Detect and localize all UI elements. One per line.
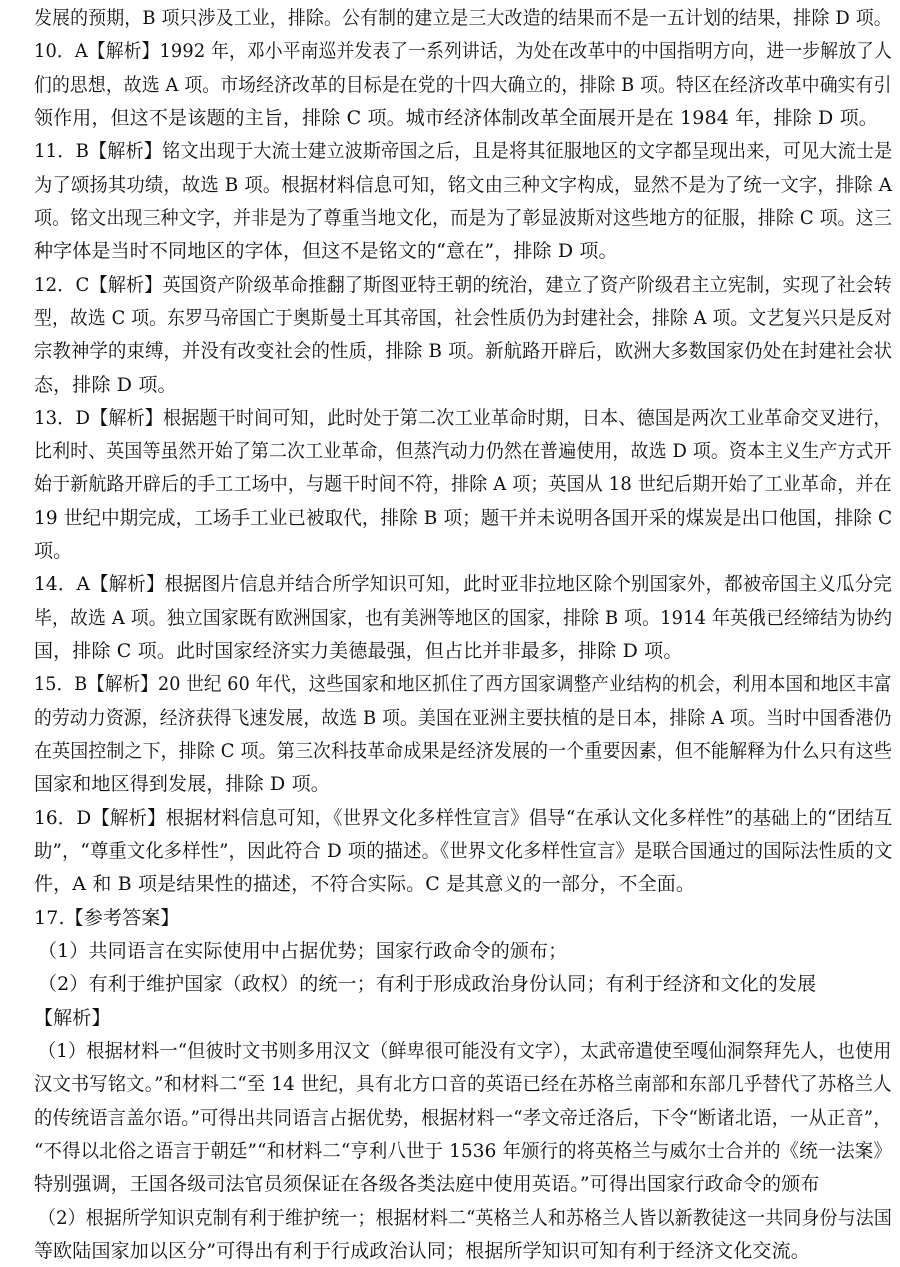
text-line: 始于新航路开辟后的手工工场中，与题干时间不符，排除 A 项；英国从 18 世纪后期开始了工业革命，并在 [34, 473, 892, 496]
text-line: 助”，“尊重文化多样性”，因此符合 D 项的描述。《世界文化多样性宣言》是联合国通过的国际法性质的文 [34, 840, 893, 862]
text-line: 14．A【解析】根据图片信息并结合所学知识可知，此时亚非拉地区除个别国家外，都被帝国主义瓜分完 [34, 573, 892, 596]
text-line: 12．C【解析】英国资产阶级革命推翻了斯图亚特王朝的统治，建立了资产阶级君主立宪制，实现了社会转 [34, 273, 892, 296]
text-line: “不得以北俗之语言于朝廷”“和材料二“亨利八世于 1536 年颁行的将英格兰与威尔士合并的《统一法案》 [34, 1139, 892, 1162]
text-line: 态，排除 D 项。 [34, 373, 177, 396]
text-line: 种字体是当时不同地区的字体，但这不是铭文的“意在”，排除 D 项。 [34, 240, 618, 263]
text-line: 在英国控制之下，排除 C 项。第三次科技革命成果是经济发展的一个重要因素，但不能解释为什么只有这些 [34, 740, 892, 763]
answer-line: （2）有利于维护国家（政权）的统一；有利于形成政治身份认同；有利于经济和文化的发展 [38, 973, 817, 996]
text-line: 10．A【解析】1992 年，邓小平南巡并发表了一系列讲话，为处在改革中的中国指明方向，进一步解放了人 [34, 40, 892, 63]
answer-line: （1）共同语言在实际使用中占据优势；国家行政命令的颁布； [38, 939, 568, 962]
section-heading: 17.【参考答案】 [34, 906, 180, 929]
analysis-heading: 【解析】 [34, 1006, 111, 1029]
text-line: 11．B【解析】铭文出现于大流士建立波斯帝国之后，且是将其征服地区的文字都呈现出来，可见大流士是 [34, 140, 893, 163]
text-line: （2）根据所学知识克制有利于维护统一；根据材料二“英格兰人和苏格兰人皆以新教徒这一共同身份与法国 [38, 1206, 893, 1229]
text-line: 为了颂扬其功绩，故选 B 项。根据材料信息可知，铭文由三种文字构成，显然不是为了统一文字，排除 A [34, 173, 893, 196]
text-line: 15．B【解析】20 世纪 60 年代，这些国家和地区抓住了西方国家调整产业结构的机会，利用本国和地区丰富 [34, 673, 892, 696]
text-line: 型，故选 C 项。东罗马帝国亡于奥斯曼土耳其帝国，社会性质仍为封建社会，排除 A 项。文艺复兴只是反对 [34, 306, 893, 329]
text-line: 的劳动力资源，经济获得飞速发展，故选 B 项。美国在亚洲主要扶植的是日本，排除 A 项。当时中国香港仍 [34, 706, 892, 729]
text-line: 国家和地区得到发展，排除 D 项。 [34, 773, 330, 796]
text-line: 们的思想，故选 A 项。市场经济改革的目标是在党的十四大确立的，排除 B 项。特区在经济改革中确实有引 [34, 73, 892, 96]
text-line: 领作用，但这不是该题的主旨，排除 C 项。城市经济体制改革全面展开是在 1984 年，排除 D 项。 [34, 106, 878, 129]
text-line: 宗教神学的束缚，并没有改变社会的性质，排除 B 项。新航路开辟后，欧洲大多数国家仍处在封建社会状 [34, 340, 893, 363]
text-line: 特别强调，王国各级司法官员须保证在各级各类法庭中使用英语。”可得出国家行政命令的颁布 [34, 1173, 820, 1196]
text-line: 发展的预期，B 项只涉及工业，排除。公有制的建立是三大改造的结果而不是一五计划的结果，排除 D 项。 [34, 7, 892, 29]
text-line: 比利时、英国等虽然开始了第二次工业革命，但蒸汽动力仍然在普遍使用，故选 D 项。资本主义生产方式开 [34, 440, 892, 463]
text-line: 项。铭文出现三种文字，并非是为了尊重当地文化，而是为了彰显波斯对这些地方的征服，排除 C 项。这三 [34, 206, 892, 229]
text-line: 16．D【解析】根据材料信息可知，《世界文化多样性宣言》倡导“在承认文化多样性”的基础上的“团结互 [34, 806, 893, 829]
text-line: 件，A 和 B 项是结果性的描述，不符合实际。C 是其意义的一部分，不全面。 [34, 873, 696, 896]
text-line: 汉文书写铭文。”和材料二“至 14 世纪，具有北方口音的英语已经在苏格兰南部和东部几乎替代了苏格兰人 [34, 1073, 892, 1096]
text-line: 13．D【解析】根据题干时间可知，此时处于第二次工业革命时期，日本、德国是两次工业革命交叉进行， [34, 406, 892, 429]
text-line: 项。 [34, 540, 73, 563]
text-line: 等欧陆国家加以区分”可得出有利于行成政治认同；根据所学知识可知有利于经济文化交流。 [34, 1239, 810, 1262]
text-line: （1）根据材料一“但彼时文书则多用汉文（鲜卑很可能没有文字），太武帝遣使至嘎仙洞祭拜先人，也使用 [38, 1039, 892, 1062]
text-line: 毕，故选 A 项。独立国家既有欧洲国家，也有美洲等地区的国家，排除 B 项。1914 年英俄已经缔结为协约 [34, 606, 893, 629]
text-line: 国，排除 C 项。此时国家经济实力美德最强，但占比并非最多，排除 D 项。 [34, 640, 683, 663]
text-line: 19 世纪中期完成，工场手工业已被取代，排除 B 项；题干并未说明各国开采的煤炭是出口他国，排除 C [34, 506, 893, 529]
text-line: 的传统语言盖尔语。”可得出共同语言占据优势，根据材料一“孝文帝迁洛后，下令“断诸北语，一从正音”， [34, 1106, 892, 1129]
